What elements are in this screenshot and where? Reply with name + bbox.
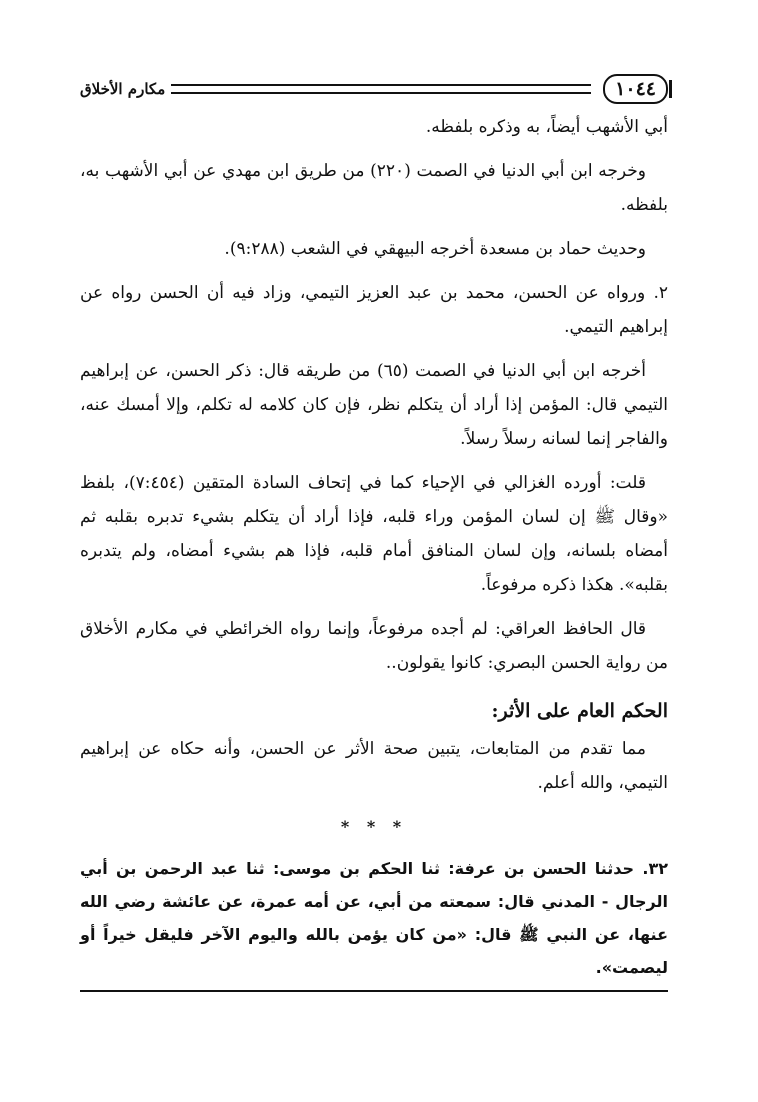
section-paragraph: مما تقدم من المتابعات، يتبين صحة الأثر عن الحسن، وأنه حكاه عن إبراهيم التيمي، والله أعلم.	[80, 739, 668, 793]
section-heading: الحكم العام على الأثر:	[491, 700, 668, 722]
hadith-text: ٣٢. حدثنا الحسن بن عرفة: ثنا الحكم بن موسى: ثنا عبد الرحمن بن أبي الرجال - المدني قال: سمعته من أبي، عن أمه عمرة، عن عائشة رضي الله عنها، عن النبي ﷺ قال: «من كان يؤمن بالله واليوم الآخر فليقل خيراً أو ليصمت».	[80, 859, 668, 977]
page	[80, 68, 668, 1068]
paragraph: قلت: أورده الغزالي في الإحياء كما في إتحاف السادة المتقين (٧:٤٥٤)، بلفظ «وقال ﷺ إن لسان المؤمن وراء قلبه، فإذا أراد أن يتكلم بشيء تدبره بقلبه ثم أمضاه بلسانه، وإن لسان المنافق أمام قلبه، فإذا هم بشيء أمضاه، ولم يتدبره بقلبه». هكذا ذكره مرفوعاً.	[80, 473, 668, 595]
paragraph: قال الحافظ العراقي: لم أجده مرفوعاً، وإنما رواه الخرائطي في مكارم الأخلاق من رواية الحسن البصري: كانوا يقولون..	[80, 619, 668, 673]
numbered-paragraph: ٢. ورواه عن الحسن، محمد بن عبد العزيز التيمي، وزاد فيه أن الحسن رواه عن إبراهيم التيمي.	[80, 283, 669, 337]
page-number: ١٠٤٤	[603, 74, 668, 104]
paragraph: أخرجه ابن أبي الدنيا في الصمت (٦٥) من طريقه قال: ذكر الحسن، عن إبراهيم التيمي قال: المؤمن إذا أراد أن يتكلم نظر، فإن كان كلامه له تكلم، وإلا أمسك عنه، والفاجر إنما لسانه رسلاً رسلاً.	[80, 361, 668, 449]
page-header	[80, 68, 668, 110]
header-double-rule	[171, 84, 591, 94]
paragraph: وحديث حماد بن مسعدة أخرجه البيهقي في الشعب (٩:٢٨٨).	[224, 239, 646, 259]
paragraph: أبي الأشهب أيضاً، به وذكره بلفظه.	[425, 117, 668, 137]
asterisk-separator: * * *	[340, 817, 408, 836]
paragraph: وخرجه ابن أبي الدنيا في الصمت (٢٢٠) من طريق ابن مهدي عن أبي الأشهب به، بلفظه.	[80, 161, 668, 215]
page-body	[80, 110, 668, 992]
book-title: مكارم الأخلاق	[80, 80, 166, 98]
bottom-rule	[80, 990, 668, 992]
